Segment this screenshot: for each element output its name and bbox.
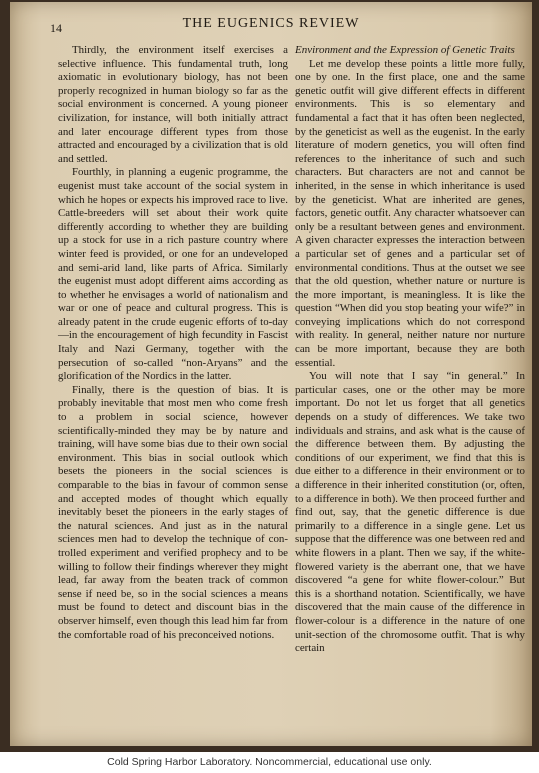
section-heading: Environment and the Expression of Genetic Traits <box>295 44 515 56</box>
running-head <box>10 16 532 34</box>
paragraph-thirdly: Thirdly, the environment itself exercises a selective influence. This fundamental truth, long axiomatic in evolutionary biology, has not been properly recognized in human biology so far as the social environment is concerned. A young pioneer civilization, for instance, will both initially attract and later encourage different types from those attracted and encouraged by a civilization that is old and settled. <box>58 44 288 165</box>
page-number: 14 <box>50 21 62 35</box>
paragraph-in-general: You will note that I say “in general.” In particular cases, one or the other may be more important. Do not let us forget that all genetics depends on a study of differences. We take two individuals and strains, and ask what is the cause of the difference between them. By adjusting the conditions of our experiment, we find that this is due either to a difference in their environment or to a difference in their inherited constitution (or, often, to a difference in both). We then proceed further and find out, say, that the genetic difference is due primarily to a difference in a single gene. Let us suppose that the difference was one between red and white flowers in a plant. Then we say, if the white-flowered variety is the aberrant one, that we have discovered “a gene for white flower-colour.” But this is a shorthand notation. Scientifically, we have discovered that the main cause of the difference in flower-colour is a difference in the nature of one unit-section of the chromosome outfit. That is why certain <box>295 370 525 655</box>
paragraph-finally: Finally, there is the question of bias. It is probably inevitable that most men who come fresh to a problem in social science, however scientifically-minded they may be by nature and training, will have some bias due to their own social environment. This bias in social outlook which besets the pioneers in the social sciences is comparable to the bias in favour of common sense and accepted modes of thought which equally inevitably beset the pioneers in the early stages of the natural sciences. And just as in the natural sciences men had to develop the technique of controlled experiment and verified prophecy and to be willing to follow their findings wherever they might lead, far away from the beaten track of common sense if need be, so in the social sciences a means must be found to detect and discount bias in the observer himself, even though this lead him far from the comfortable road of his preconceived notions. <box>58 383 288 641</box>
journal-title: THE EUGENICS REVIEW <box>182 16 360 31</box>
paragraph-fourthly: Fourthly, in planning a eugenic programme, the eugenist must take account of the social system in which he hopes or expects his improved race to live. Cattle-breeders will set about their work quite differently according to whether they are building up a stock for use in a rich pasture country where winter feed is provided, or one for an undeveloped and semi-arid land, like parts of Africa. Similarly the eugenist must adopt different aims according as to whether he envisages a world of nationalism and war or one of peace and cultural progress. This is already patent in the crude eugenic efforts of to-day—in the encouragement of high fecundity in Fascist Italy and Nazi Germany, together with the persecution of so-called “non-Aryans” and the glorification of the Nordics in the latter. <box>58 166 288 383</box>
left-column <box>58 44 288 642</box>
book-page <box>10 2 532 746</box>
right-column <box>295 44 525 656</box>
footer-credit: Cold Spring Harbor Laboratory. Noncommercial, educational use only. <box>107 756 432 768</box>
paragraph-develop-points: Let me develop these points a little more fully, one by one. In the first place, one and the same genetic outfit will give different effects in different environments. This is so elementary and fundamental a fact that it has often been neglected, by the geneticist as well as the eugenist. In the early literature of modern genetics, you will often find references to the inheritance of such and such characters. But characters are not and cannot be inherited, in the sense in which inheritance is used by the geneticist. What are inherited are genes, factors, genetic outfit. Any character whatsoever can only be a resultant between genes and environment. A given character expresses the interaction between a particular set of genes and a particular set of environmental conditions. Thus at the outset we see that the old question, whether nature or nurture is the more important, is meaningless. It is like the question “When did you stop beating your wife?” in conveying implications which do not correspond with reality. In general, neither nature nor nurture can be more important, because they are both essential. <box>295 57 525 369</box>
